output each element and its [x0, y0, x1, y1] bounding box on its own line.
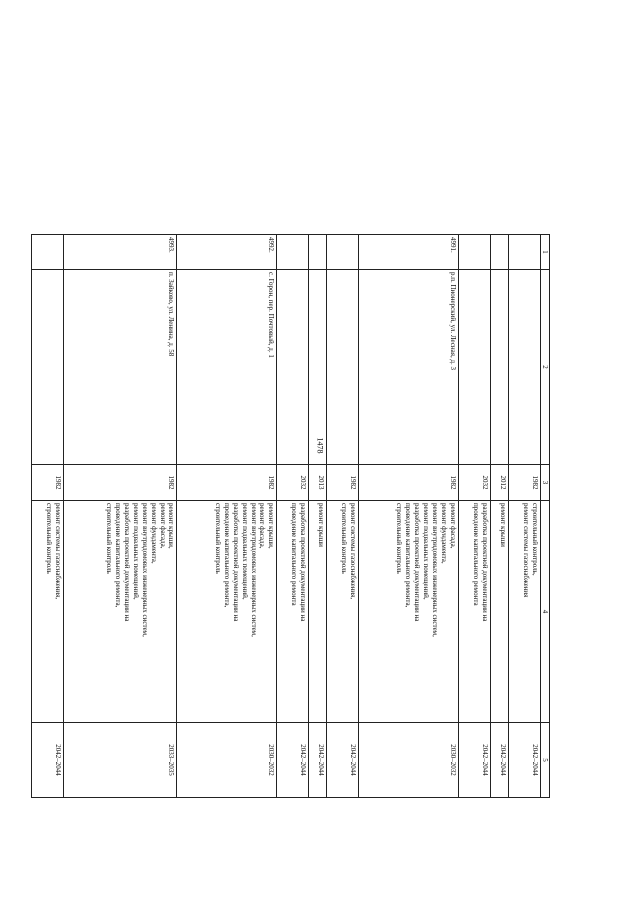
column-number: 5	[541, 723, 550, 798]
work-item: строительный контроль	[340, 503, 349, 574]
work-item: ремонт крыши	[499, 503, 508, 547]
period-cell: 2030–2032	[177, 723, 277, 798]
work-item: ремонт подвальных помещений,	[240, 503, 249, 600]
work-item: проведение капитального ремонта	[472, 503, 481, 606]
work-item: ремонт внутридомовых инженерных систем,	[249, 503, 258, 637]
house-number-cell: 4991.	[359, 235, 459, 270]
column-number: 2	[541, 270, 550, 465]
work-item: ремонт фасада,	[158, 503, 167, 549]
year-cell: 2012	[491, 465, 509, 501]
period-cell: 2042–2044	[277, 723, 309, 798]
year-cell: 2032	[277, 465, 309, 501]
repair-schedule-table	[31, 234, 550, 798]
work-item: ремонт внутридомовых инженерных систем,	[140, 503, 149, 637]
house-number-cell	[491, 235, 509, 270]
year-cell: 1982	[509, 465, 541, 501]
house-number-cell	[327, 235, 359, 270]
period-cell: 2042–2044	[491, 723, 509, 798]
works-cell	[277, 501, 309, 723]
house-number-cell	[459, 235, 491, 270]
house-number-cell	[309, 235, 327, 270]
address-cell	[32, 270, 64, 465]
work-item: разработка проектной документации на	[481, 503, 489, 622]
year-cell: 2032	[459, 465, 491, 501]
work-item: разработка проектной документации на	[231, 503, 240, 622]
address-cell	[309, 270, 327, 465]
work-item: ремонт крыши	[317, 503, 326, 547]
address-cell: р.п. Пионерский, ул. Лесная, д. 3	[359, 270, 459, 465]
address-cell	[509, 270, 541, 465]
works-cell	[309, 501, 327, 723]
work-item: проведение капитального ремонта,	[222, 503, 231, 608]
year-cell: 1982	[359, 465, 459, 501]
work-item: ремонт подвальных помещений,	[422, 503, 431, 600]
page-number: 1478	[315, 437, 325, 454]
address-cell	[491, 270, 509, 465]
address-cell: с. Горон, пер. Почтовый, д. 1	[177, 270, 277, 465]
column-number: 1	[541, 235, 550, 270]
table-row	[359, 235, 459, 798]
works-cell	[509, 501, 541, 723]
year-cell: 2013	[309, 465, 327, 501]
work-item: ремонт системы газоснабжения,	[53, 503, 62, 600]
address-cell	[327, 270, 359, 465]
house-number-cell: 4993.	[63, 235, 177, 270]
table-row	[309, 235, 327, 798]
work-item: проведение капитального ремонта,	[404, 503, 413, 608]
year-cell: 1982	[32, 465, 64, 501]
works-cell	[359, 501, 459, 723]
period-cell: 2030–2032	[359, 723, 459, 798]
work-item: ремонт фундамента,	[440, 503, 449, 564]
period-cell: 2042–2044	[309, 723, 327, 798]
table-row	[491, 235, 509, 798]
column-number: 4	[541, 501, 550, 723]
table-row	[63, 235, 177, 798]
address-cell	[277, 270, 309, 465]
year-cell: 1982	[327, 465, 359, 501]
work-item: ремонт крыши,	[167, 503, 176, 549]
table-row	[32, 235, 64, 798]
house-number-cell	[277, 235, 309, 270]
work-item: строительный контроль	[104, 503, 113, 574]
address-cell: п. Зайково, ул. Ленина, д. 58	[63, 270, 177, 465]
column-number-row	[541, 235, 550, 798]
repair-schedule-table-frame	[31, 234, 550, 797]
works-cell	[327, 501, 359, 723]
table-row	[177, 235, 277, 798]
year-cell: 1982	[63, 465, 177, 501]
work-item: разработка проектной документации на	[122, 503, 131, 622]
work-item: строительный контроль	[44, 503, 53, 574]
work-item: ремонт внутридомовых инженерных систем,	[431, 503, 440, 637]
column-number: 3	[541, 465, 550, 501]
work-item: ремонт фасада,	[258, 503, 267, 549]
work-item: ремонт подвальных помещений,	[131, 503, 140, 600]
year-cell: 1982	[177, 465, 277, 501]
work-item: ремонт фасада,	[449, 503, 458, 549]
works-cell	[177, 501, 277, 723]
period-cell: 2042–2044	[459, 723, 491, 798]
works-cell	[63, 501, 177, 723]
period-cell: 2042–2044	[509, 723, 541, 798]
work-item: ремонт фундамента,	[149, 503, 158, 564]
table-row	[277, 235, 309, 798]
works-cell	[491, 501, 509, 723]
table-row	[327, 235, 359, 798]
work-item: ремонт системы газоснабжения,	[349, 503, 358, 600]
work-item: строительный контроль	[213, 503, 222, 574]
work-item: строительный контроль,	[531, 503, 539, 576]
work-item: ремонт системы газоснабжения	[522, 503, 531, 598]
work-item: ремонт крыши,	[267, 503, 276, 549]
work-item: разработка проектной документации на	[299, 503, 308, 622]
works-cell	[32, 501, 64, 723]
work-item: проведение капитального ремонта,	[113, 503, 122, 608]
period-cell: 2033–2035	[63, 723, 177, 798]
table-row	[509, 235, 541, 798]
house-number-cell	[509, 235, 541, 270]
works-cell	[459, 501, 491, 723]
house-number-cell: 4992.	[177, 235, 277, 270]
period-cell: 2042–2044	[32, 723, 64, 798]
address-cell	[459, 270, 491, 465]
house-number-cell	[32, 235, 64, 270]
table-row	[459, 235, 491, 798]
work-item: проведение капитального ремонта	[290, 503, 299, 606]
work-item: разработка проектной документации на	[413, 503, 422, 622]
work-item: строительный контроль	[395, 503, 404, 574]
period-cell: 2042–2044	[327, 723, 359, 798]
